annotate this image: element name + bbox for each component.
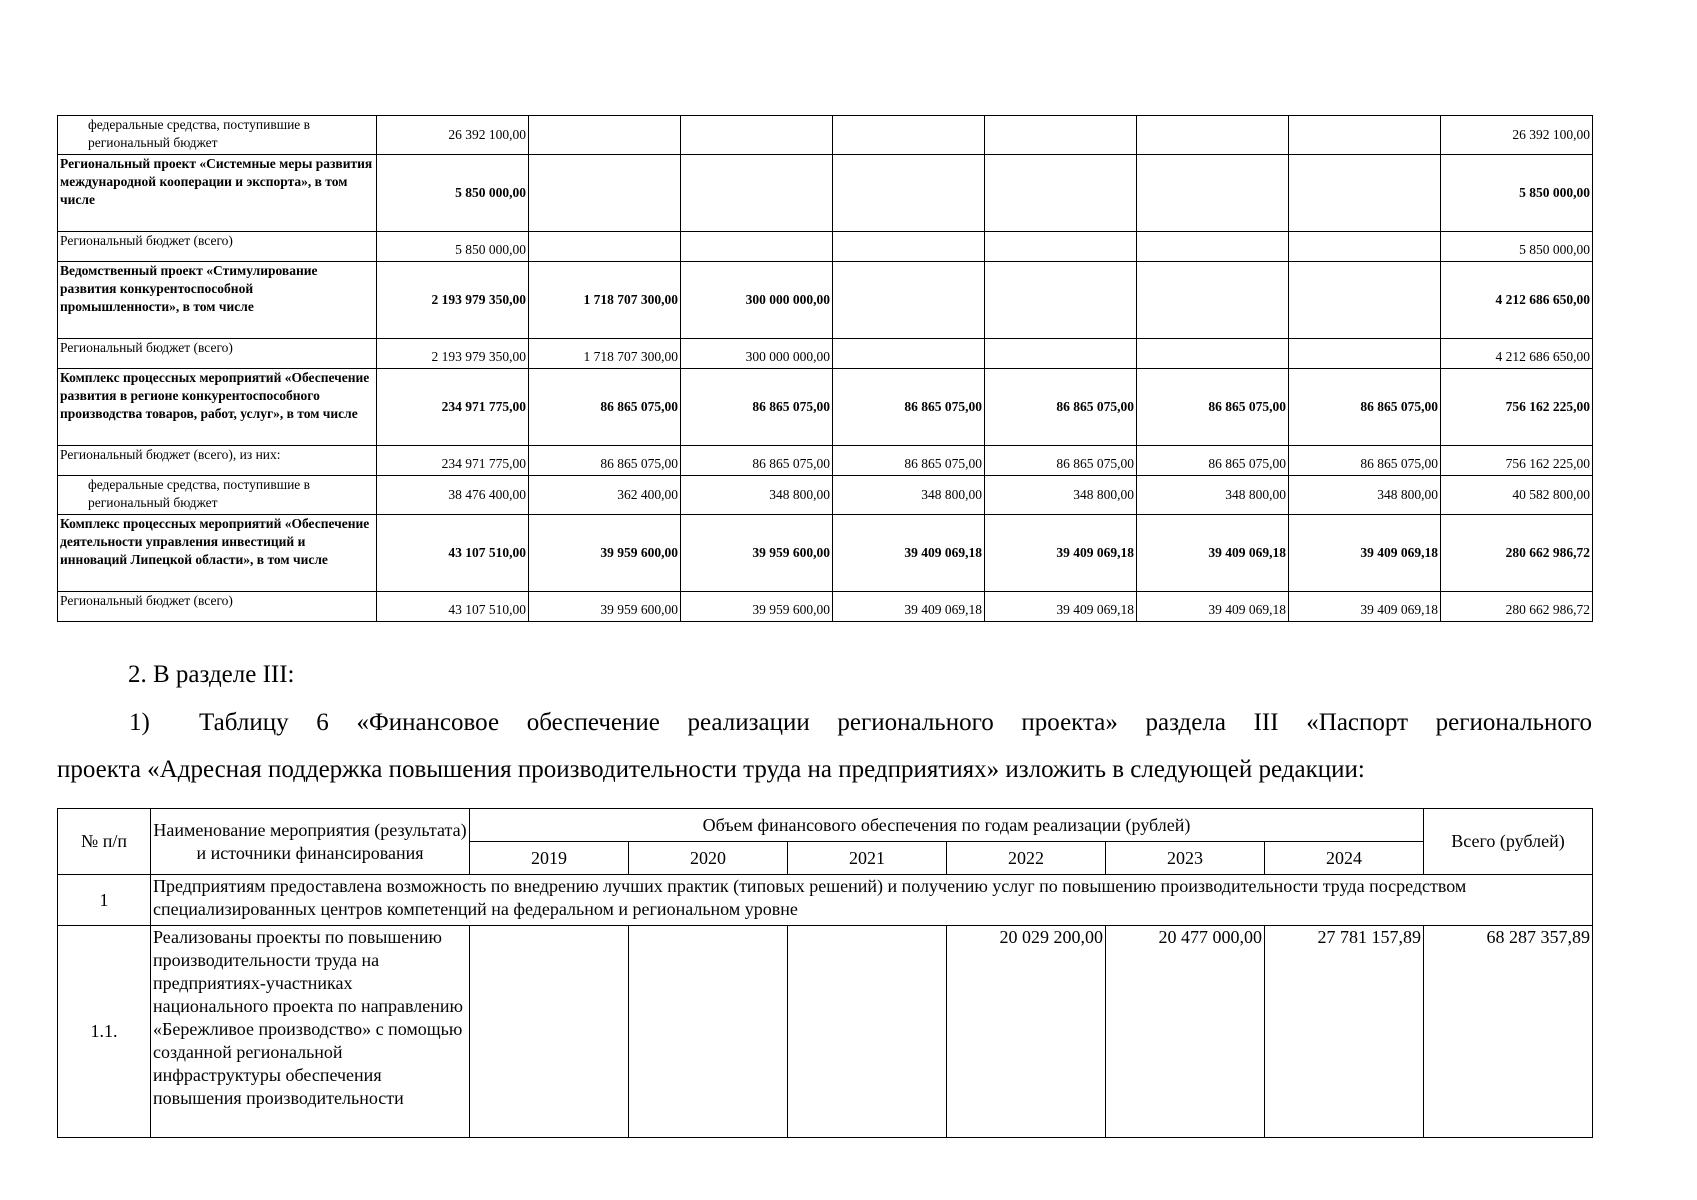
table-row: [58, 232, 1593, 262]
year-value: 1 718 707 300,00: [529, 262, 681, 339]
year-value: [833, 339, 985, 369]
year-value: 39 409 069,18: [985, 592, 1137, 622]
year-value: 39 959 600,00: [681, 515, 833, 592]
year-value: 86 865 075,00: [985, 369, 1137, 446]
task-description: Предприятиям предоставлена возможность по внедрению лучших практик (типовых решений) и получению услуг по повышению производительности труда посредством специализированных центров компетенций на федеральном и региональном уровне: [151, 875, 1593, 926]
row-label: Комплекс процессных мероприятий «Обеспечение развития в регионе конкурентоспособного производства товаров, работ, услуг», в том числе: [58, 369, 377, 446]
year-value: 348 800,00: [1289, 476, 1441, 515]
year-value: [833, 155, 985, 232]
year-value: 86 865 075,00: [833, 446, 985, 476]
table-row: [58, 446, 1593, 476]
year-value: 86 865 075,00: [833, 369, 985, 446]
year-value: 39 959 600,00: [529, 515, 681, 592]
year-value: 39 959 600,00: [681, 592, 833, 622]
row-total: 756 162 225,00: [1441, 446, 1593, 476]
year-value: 234 971 775,00: [377, 369, 529, 446]
year-value: 1 718 707 300,00: [529, 339, 681, 369]
year-value: [1137, 262, 1289, 339]
activity-name: Реализованы проекты по повышению производительности труда на предприятиях-участниках национального проекта по направлению «Бережливое производство» с помощью созданной региональной инфраструктуры обеспечения повышения производительности: [151, 926, 470, 1138]
header-volume: Объем финансового обеспечения по годам реализации (рублей): [470, 809, 1424, 842]
year-value: [1289, 339, 1441, 369]
year-value: 39 959 600,00: [529, 592, 681, 622]
row-label: Региональный бюджет (всего): [58, 339, 377, 369]
year-value: 20 029 200,00: [947, 926, 1106, 1138]
row-label: Ведомственный проект «Стимулирование развития конкурентоспособной промышленности», в том числе: [58, 262, 377, 339]
year-value: [985, 116, 1137, 155]
row-total: 4 212 686 650,00: [1441, 262, 1593, 339]
year-value: [629, 926, 788, 1138]
row-number: 1: [58, 875, 151, 926]
year-value: 39 409 069,18: [1137, 515, 1289, 592]
item-text-first: Таблицу 6 «Финансовое обеспечение реализации регионального проекта» раздела III «Паспорт регионального: [199, 709, 1592, 736]
header-total: Всего (рублей): [1424, 809, 1593, 875]
year-value: [833, 262, 985, 339]
total-value: 68 287 357,89: [1424, 926, 1593, 1138]
row-total: 280 662 986,72: [1441, 592, 1593, 622]
year-value: [529, 155, 681, 232]
year-value: [788, 926, 947, 1138]
year-value: 2 193 979 350,00: [377, 339, 529, 369]
year-value: [1137, 116, 1289, 155]
header-year: 2024: [1265, 842, 1424, 875]
year-value: 234 971 775,00: [377, 446, 529, 476]
year-value: 86 865 075,00: [1289, 369, 1441, 446]
table-row: [58, 262, 1593, 339]
item-paragraph-line2: проекта «Адресная поддержка повышения производительности труда на предприятиях» изложить в следующей редакции:: [57, 756, 1365, 783]
year-value: 39 409 069,18: [833, 592, 985, 622]
year-value: [529, 116, 681, 155]
funding-table-continuation: [57, 115, 1593, 622]
row-label: федеральные средства, поступившие в региональный бюджет: [58, 476, 377, 515]
year-value: 43 107 510,00: [377, 592, 529, 622]
row-total: 4 212 686 650,00: [1441, 339, 1593, 369]
row-total: 26 392 100,00: [1441, 116, 1593, 155]
row-total: 5 850 000,00: [1441, 232, 1593, 262]
year-value: [1137, 155, 1289, 232]
row-label: Региональный бюджет (всего): [58, 592, 377, 622]
table-row: [58, 369, 1593, 446]
year-value: [681, 232, 833, 262]
row-total: 40 582 800,00: [1441, 476, 1593, 515]
year-value: [1137, 232, 1289, 262]
year-value: 39 409 069,18: [1289, 592, 1441, 622]
year-value: [985, 155, 1137, 232]
year-value: [985, 232, 1137, 262]
header-year: 2019: [470, 842, 629, 875]
header-name: Наименование мероприятия (результата) и источники финансирования: [151, 809, 470, 875]
year-value: 2 193 979 350,00: [377, 262, 529, 339]
row-label: Региональный бюджет (всего), из них:: [58, 446, 377, 476]
year-value: 86 865 075,00: [985, 446, 1137, 476]
year-value: 43 107 510,00: [377, 515, 529, 592]
year-value: 86 865 075,00: [681, 446, 833, 476]
year-value: 348 800,00: [985, 476, 1137, 515]
year-value: [1137, 339, 1289, 369]
year-value: [529, 232, 681, 262]
header-number: № п/п: [58, 809, 151, 875]
year-value: 20 477 000,00: [1106, 926, 1265, 1138]
year-value: [985, 339, 1137, 369]
table-row: [58, 476, 1593, 515]
year-value: 38 476 400,00: [377, 476, 529, 515]
year-value: 5 850 000,00: [377, 232, 529, 262]
row-total: 280 662 986,72: [1441, 515, 1593, 592]
year-value: 348 800,00: [681, 476, 833, 515]
item-number: 1): [129, 709, 150, 736]
year-value: [1289, 155, 1441, 232]
year-value: 86 865 075,00: [1137, 446, 1289, 476]
year-value: 300 000 000,00: [681, 262, 833, 339]
item-paragraph-line1: [57, 708, 1592, 738]
year-value: [1289, 232, 1441, 262]
financial-support-table-6: [57, 808, 1593, 1138]
table-row: [58, 592, 1593, 622]
year-value: 86 865 075,00: [1289, 446, 1441, 476]
table-row: [58, 155, 1593, 232]
row-label: Региональный проект «Системные меры развития международной кооперации и экспорта», в том числе: [58, 155, 377, 232]
year-value: 86 865 075,00: [529, 369, 681, 446]
year-value: 5 850 000,00: [377, 155, 529, 232]
year-value: 300 000 000,00: [681, 339, 833, 369]
year-value: [681, 116, 833, 155]
year-value: 39 409 069,18: [1137, 592, 1289, 622]
year-value: 39 409 069,18: [833, 515, 985, 592]
year-value: 362 400,00: [529, 476, 681, 515]
header-year: 2020: [629, 842, 788, 875]
table-row: [58, 339, 1593, 369]
header-year: 2023: [1106, 842, 1265, 875]
row-number: 1.1.: [58, 926, 151, 1138]
table-row: [58, 515, 1593, 592]
table-row: [58, 116, 1593, 155]
year-value: [833, 232, 985, 262]
header-year: 2022: [947, 842, 1106, 875]
year-value: [1289, 262, 1441, 339]
year-value: 39 409 069,18: [1289, 515, 1441, 592]
year-value: [985, 262, 1137, 339]
row-label: Комплекс процессных мероприятий «Обеспечение деятельности управления инвестиций и инноваций Липецкой области», в том числе: [58, 515, 377, 592]
year-value: 348 800,00: [833, 476, 985, 515]
row-label: федеральные средства, поступившие в региональный бюджет: [58, 116, 377, 155]
row-label: Региональный бюджет (всего): [58, 232, 377, 262]
year-value: [833, 116, 985, 155]
year-value: [681, 155, 833, 232]
year-value: [470, 926, 629, 1138]
row-total: 756 162 225,00: [1441, 369, 1593, 446]
year-value: [1289, 116, 1441, 155]
year-value: 26 392 100,00: [377, 116, 529, 155]
section-heading: 2. В разделе III:: [128, 661, 295, 688]
row-total: 5 850 000,00: [1441, 155, 1593, 232]
year-value: 348 800,00: [1137, 476, 1289, 515]
year-value: 39 409 069,18: [985, 515, 1137, 592]
year-value: 27 781 157,89: [1265, 926, 1424, 1138]
year-value: 86 865 075,00: [529, 446, 681, 476]
year-value: 86 865 075,00: [681, 369, 833, 446]
year-value: 86 865 075,00: [1137, 369, 1289, 446]
header-year: 2021: [788, 842, 947, 875]
